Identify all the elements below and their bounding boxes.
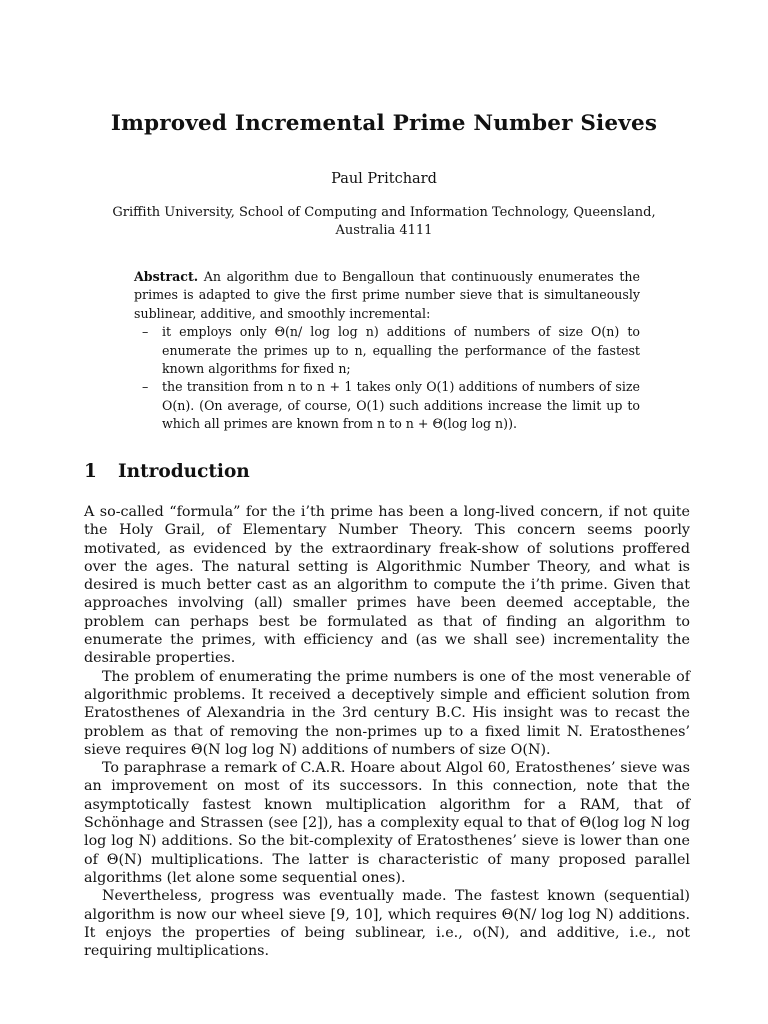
- affiliation: [80, 204, 688, 240]
- author-name: Paul Pritchard: [331, 171, 437, 187]
- section-heading: [84, 461, 250, 482]
- abstract-bullet-text: it employs only Θ(n/ log log n) additions of numbers of size O(n) to enumerate the primes up to n, equalling the performance of the fastest known algorithms for fixed n;: [162, 324, 640, 377]
- abstract-intro: [134, 268, 640, 323]
- affiliation-line: Griffith University, School of Computing and Information Technology, Queensland,: [112, 205, 656, 220]
- abstract-bullet-text: the transition from n to n + 1 takes only O(1) additions of numbers of size O(n). (On average, of course, O(1) such additions increase the limit up to which all primes are known from n to n + Θ(log log n)).: [162, 379, 640, 432]
- paragraph: A so-called “formula” for the i’th prime has been a long-lived concern, if not quite the Holy Grail, of Elementary Number Theory. This concern seems poorly motivated, as evidenced by the extraordinary freak-show of solutions proffered over the ages. The natural setting is Algorithmic Number Theory, and what is desired is much better cast as an algorithm to compute the i’th prime. Given that approaches involving (all) smaller primes have been deemed acceptable, the problem can perhaps best be formulated as that of finding an algorithm to enumerate the primes, with efficiency and (as we shall see) incrementality the desirable properties.: [84, 504, 690, 667]
- affiliation-line: Australia 4111: [335, 223, 433, 238]
- paper-title: Improved Incremental Prime Number Sieves: [110, 111, 658, 136]
- section-title: Introduction: [118, 461, 250, 482]
- dash-bullet-icon: –: [142, 379, 149, 395]
- paragraph: To paraphrase a remark of C.A.R. Hoare about Algol 60, Eratosthenes’ sieve was an improvement on most of its successors. In this connection, note that the asymptotically fastest known multiplication algorithm for a RAM, that of Schönhage and Strassen (see [2]), has a complexity equal to that of Θ(log log N log log log N) additions. So the bit-complexity of Eratosthenes’ sieve is lower than one of Θ(N) multiplications. The latter is characteristic of many proposed parallel algorithms (let alone some sequential ones).: [84, 760, 690, 886]
- paragraph: Nevertheless, progress was eventually made. The fastest known (sequential) algorithm is now our wheel sieve [9, 10], which requires Θ(N/ log log N) additions. It enjoys the properties of being sublinear, i.e., o(N), and additive, i.e., not requiring multiplications.: [84, 888, 690, 960]
- abstract-bullets: [134, 323, 640, 433]
- abstract: [134, 268, 640, 434]
- abstract-text: An algorithm due to Bengalloun that continuously enumerates the primes is adapted to give the first prime number sieve that is simultaneously sublinear, additive, and smoothly incremental:: [134, 269, 640, 321]
- paragraph: The problem of enumerating the prime numbers is one of the most venerable of algorithmic problems. It received a deceptively simple and efficient solution from Eratosthenes of Alexandria in the 3rd century B.C. His insight was to recast the problem as that of removing the non-primes up to a fixed limit N. Eratosthenes’ sieve requires Θ(N log log N) additions of numbers of size O(N).: [84, 668, 690, 758]
- section-body: [84, 503, 690, 960]
- section-number: 1: [84, 461, 97, 482]
- abstract-heading: Abstract.: [134, 269, 199, 284]
- abstract-bullet: [134, 323, 640, 378]
- abstract-bullet: [134, 378, 640, 433]
- dash-bullet-icon: –: [142, 324, 149, 340]
